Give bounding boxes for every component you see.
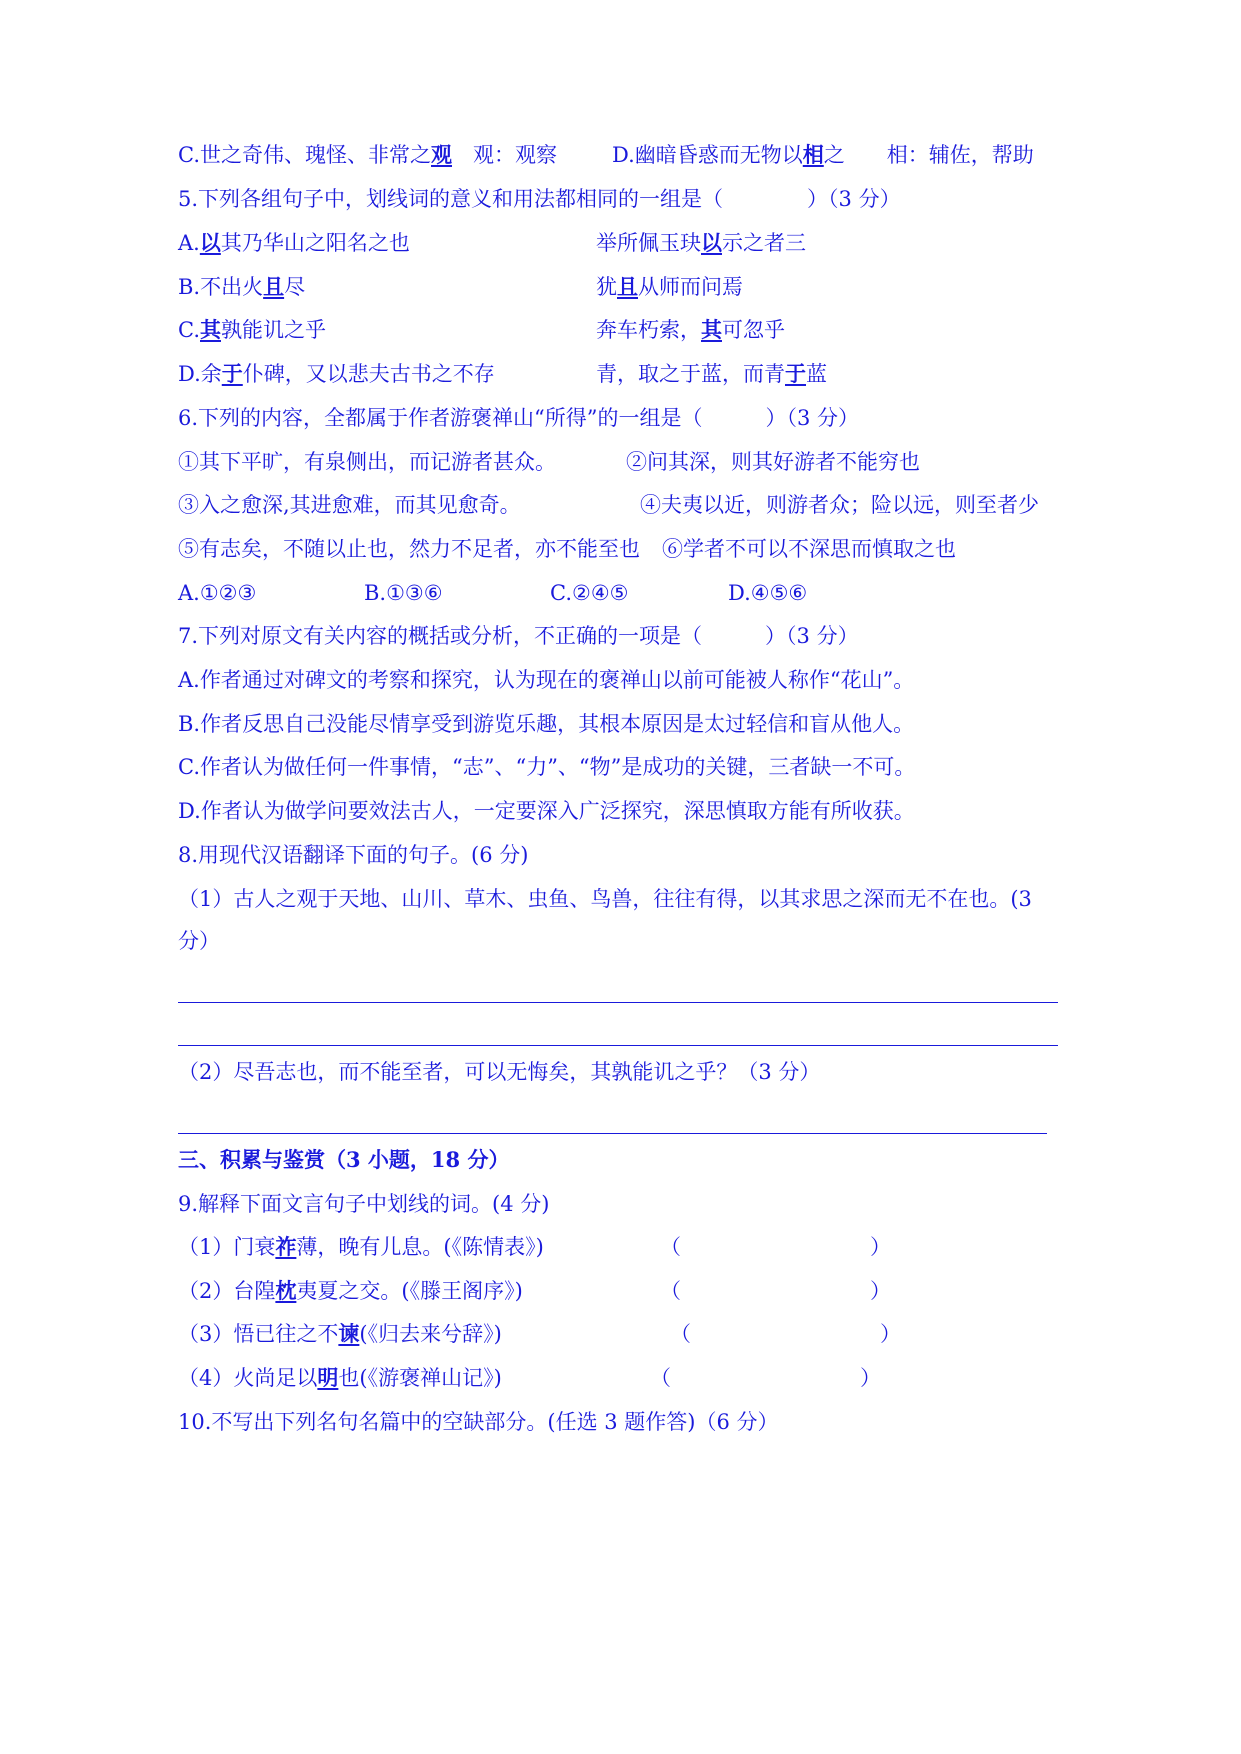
q5-d-right: 青，取之于蓝，而青于蓝 (596, 361, 827, 386)
q7-option-d: D.作者认为做学问要效法古人，一定要深入广泛探究，深思慎取方能有所收获。 (178, 799, 915, 823)
underlined-word: 祚 (275, 1234, 297, 1259)
q4-option-d: D.幽暗昏惑而无物以相之 相：辅佐，帮助 (612, 142, 1034, 167)
q6-item-6: ⑥学者不可以不深思而慎取之也 (662, 537, 956, 561)
q8-sentence-2: （2）尽吾志也，而不能至者，可以无悔矣，其孰能讥之乎？（3 分） (178, 1060, 821, 1084)
q6-option-d: D.④⑤⑥ (728, 581, 808, 605)
q6-option-c: C.②④⑤ (550, 581, 629, 605)
underlined-word: 于 (785, 361, 806, 386)
q5-a-right: 举所佩玉玦以示之者三 (596, 230, 806, 255)
q6-item-5: ⑤有志矣，不随以止也，然力不足者，亦不能至也 (178, 537, 640, 561)
q10-stem: 10.不写出下列名句名篇中的空缺部分。(任选 3 题作答)（6 分） (178, 1410, 779, 1434)
underlined-word: 其 (200, 317, 221, 342)
q6-item-1: ①其下平旷，有泉侧出，而记游者甚众。 (178, 450, 556, 474)
underlined-word: 且 (617, 274, 638, 299)
q9-item-3: （3）悟已往之不谏(《归去来兮辞》) (178, 1321, 502, 1346)
q9-answer-blank-4[interactable]: （ ） (650, 1366, 881, 1390)
q5-d-left: D.余于仆碑，又以悲夫古书之不存 (178, 361, 495, 386)
q5-a-left: A.以其乃华山之阳名之也 (178, 230, 410, 255)
underlined-word: 其 (701, 317, 722, 342)
q5-stem: 5.下列各组句子中，划线词的意义和用法都相同的一组是（ ）（3 分） (178, 187, 901, 211)
underlined-word: 谏 (338, 1321, 360, 1346)
q9-stem: 9.解释下面文言句子中划线的词。(4 分) (178, 1192, 550, 1216)
underlined-word: 且 (263, 274, 285, 299)
underlined-word: 相 (802, 142, 824, 167)
q9-item-1: （1）门衰祚薄，晚有儿息。(《陈情表》) (178, 1234, 544, 1259)
underlined-word: 以 (701, 230, 722, 255)
q7-option-a: A.作者通过对碑文的考察和探究，认为现在的褒禅山以前可能被人称作“花山”。 (178, 668, 915, 692)
underlined-word: 明 (317, 1365, 339, 1390)
q5-c-right: 奔车朽索，其可忽乎 (596, 317, 785, 342)
q6-item-3: ③入之愈深,其进愈难，而其见愈奇。 (178, 493, 521, 517)
q7-stem: 7.下列对原文有关内容的概括或分析，不正确的一项是（ ）（3 分） (178, 624, 859, 648)
q8-sentence-1-cont: 分） (178, 929, 220, 953)
q6-option-a: A.①②③ (178, 581, 257, 605)
answer-line[interactable] (178, 1002, 1058, 1003)
q5-c-left: C.其孰能讥之乎 (178, 317, 326, 342)
q5-b-left: B.不出火且尽 (178, 274, 306, 299)
q9-answer-blank-3[interactable]: （ ） (670, 1322, 901, 1346)
underlined-word: 枕 (275, 1278, 297, 1303)
underlined-word: 以 (199, 230, 221, 255)
q6-option-b: B.①③⑥ (364, 581, 443, 605)
q6-item-4: ④夫夷以近，则游者众；险以远，则至者少 (640, 493, 1039, 517)
q4-option-c: C.世之奇伟、瑰怪、非常之观 观：观察 (178, 142, 557, 167)
q7-option-c: C.作者认为做任何一件事情，“志”、“力”、“物”是成功的关键，三者缺一不可。 (178, 755, 916, 779)
answer-line[interactable] (178, 1133, 1047, 1134)
q8-stem: 8.用现代汉语翻译下面的句子。(6 分) (178, 843, 529, 867)
q9-answer-blank-2[interactable]: （ ） (660, 1279, 891, 1303)
q8-sentence-1: （1）古人之观于天地、山川、草木、虫鱼、鸟兽，往往有得，以其求思之深而无不在也。(3 (178, 887, 1032, 911)
q9-item-4: （4）火尚足以明也(《游褒禅山记》) (178, 1365, 502, 1390)
q9-answer-blank-1[interactable]: （ ） (660, 1235, 891, 1259)
underlined-word: 观 (431, 142, 452, 167)
q9-item-2: （2）台隍枕夷夏之交。(《滕王阁序》) (178, 1278, 523, 1303)
q6-stem: 6.下列的内容，全都属于作者游褒禅山“所得”的一组是（ ）（3 分） (178, 406, 860, 430)
q7-option-b: B.作者反思自己没能尽情享受到游览乐趣，其根本原因是太过轻信和盲从他人。 (178, 712, 915, 736)
q5-b-right: 犹且从师而问焉 (596, 274, 743, 299)
answer-line[interactable] (178, 1045, 1058, 1046)
q6-item-2: ②问其深，则其好游者不能穷也 (626, 450, 920, 474)
section-heading: 三、积累与鉴赏（3 小题，18 分） (178, 1147, 510, 1172)
underlined-word: 于 (221, 361, 243, 386)
